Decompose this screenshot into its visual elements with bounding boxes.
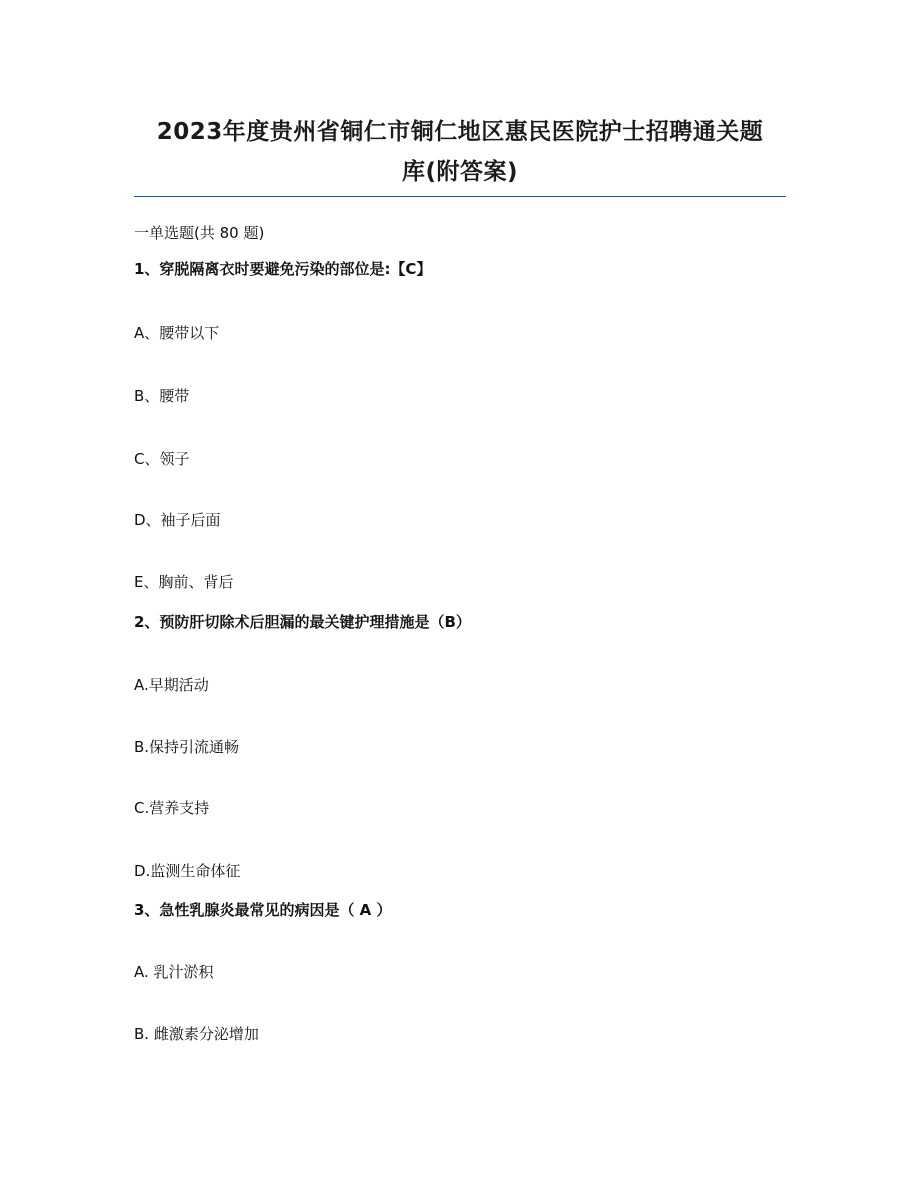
q1-option-b: B、腰带 xyxy=(134,387,190,405)
document-title xyxy=(134,112,786,192)
title-line-1: 2023年度贵州省铜仁市铜仁地区惠民医院护士招聘通关题 xyxy=(156,119,764,145)
q1-option-a: A、腰带以下 xyxy=(134,324,220,342)
section-heading: 一单选题(共 80 题) xyxy=(134,224,265,242)
question-3: 3、急性乳腺炎最常见的病因是（ A ） xyxy=(134,901,392,919)
question-1: 1、穿脱隔离衣时要避免污染的部位是:【C】 xyxy=(134,260,432,278)
q1-option-c: C、领子 xyxy=(134,450,190,468)
title-line-2: 库(附答案) xyxy=(401,159,519,185)
q2-option-c: C.营养支持 xyxy=(134,799,210,817)
q3-option-b: B. 雌激素分泌增加 xyxy=(134,1025,259,1043)
q3-option-a: A. 乳汁淤积 xyxy=(134,963,214,981)
title-underline xyxy=(134,196,786,197)
q1-option-e: E、胸前、背后 xyxy=(134,573,234,591)
question-2: 2、预防肝切除术后胆漏的最关键护理措施是（B） xyxy=(134,613,471,631)
q2-option-a: A.早期活动 xyxy=(134,676,209,694)
q1-option-d: D、袖子后面 xyxy=(134,511,221,529)
q2-option-b: B.保持引流通畅 xyxy=(134,738,240,756)
q2-option-d: D.监测生命体征 xyxy=(134,862,241,880)
